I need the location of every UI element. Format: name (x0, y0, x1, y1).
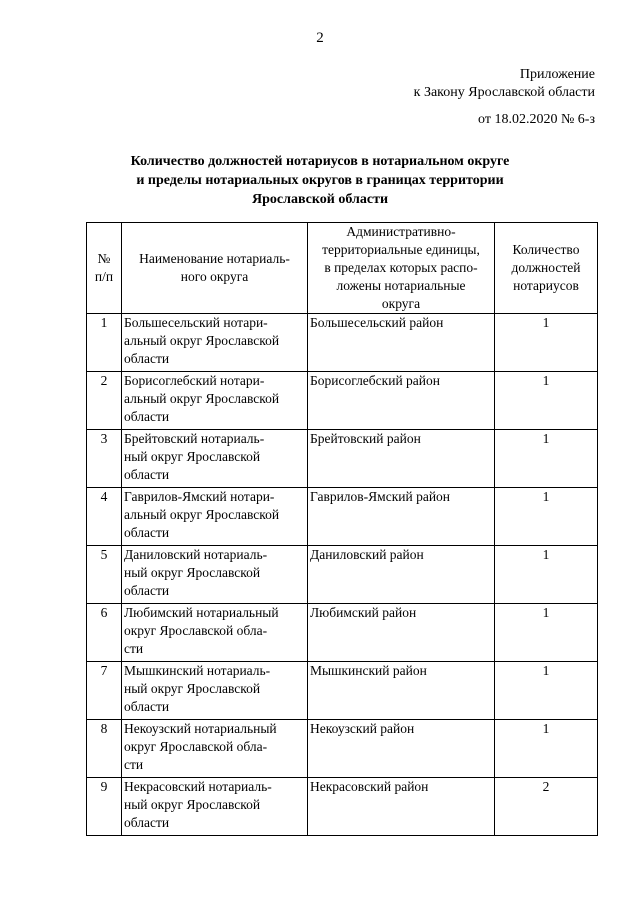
district-name-line: ный округ Ярославской (124, 449, 261, 464)
district-name (122, 314, 308, 372)
notary-count: 1 (495, 430, 598, 488)
header-admin-units: Административно- территориальные единицы, в пределах которых распо- ложены нотариальные округа (308, 223, 495, 314)
admin-unit: Брейтовский район (308, 430, 495, 488)
notary-districts-table (86, 222, 598, 836)
header-district-name: Наименование нотариаль- ного округа (122, 223, 308, 314)
district-name-line: альный округ Ярославской (124, 507, 280, 522)
admin-unit: Борисоглебский район (308, 372, 495, 430)
table-row (87, 604, 598, 662)
table-row (87, 372, 598, 430)
admin-unit: Любимский район (308, 604, 495, 662)
notary-count: 1 (495, 488, 598, 546)
table-row (87, 430, 598, 488)
district-name-line: альный округ Ярославской (124, 391, 280, 406)
row-number: 5 (87, 546, 122, 604)
table-row (87, 488, 598, 546)
appendix-line: к Закону Ярославской области (413, 85, 595, 100)
appendix-reference (414, 66, 595, 129)
notary-count: 1 (495, 546, 598, 604)
row-number: 7 (87, 662, 122, 720)
district-name-line: ный округ Ярославской (124, 565, 261, 580)
notary-count: 1 (495, 662, 598, 720)
district-name-line: альный округ Ярославской (124, 333, 280, 348)
row-number: 9 (87, 778, 122, 836)
table-row (87, 314, 598, 372)
district-name-line: области (124, 525, 170, 540)
admin-unit: Мышкинский район (308, 662, 495, 720)
district-name (122, 720, 308, 778)
district-name-line: сти (124, 641, 144, 656)
district-name-line: ный округ Ярославской (124, 681, 261, 696)
district-name (122, 546, 308, 604)
notary-count: 1 (495, 372, 598, 430)
notary-count: 1 (495, 314, 598, 372)
district-name-line: Мышкинский нотариаль- (124, 663, 271, 678)
district-name-line: Некрасовский нотариаль- (124, 779, 272, 794)
admin-unit: Большесельский район (308, 314, 495, 372)
row-number: 4 (87, 488, 122, 546)
admin-unit: Некоузский район (308, 720, 495, 778)
table-header-row (87, 223, 598, 314)
district-name-line: области (124, 699, 170, 714)
title-line: и пределы нотариальных округов в границах территории (136, 173, 504, 188)
district-name (122, 604, 308, 662)
district-name-line: сти (124, 757, 144, 772)
title-line: Ярославской области (251, 192, 389, 207)
notary-count: 2 (495, 778, 598, 836)
district-name-line: Гаврилов-Ямский нотари- (124, 489, 275, 504)
district-name-line: округ Ярославской обла- (124, 739, 268, 754)
district-name-line: Большесельский нотари- (124, 315, 268, 330)
appendix-line: Приложение (519, 67, 595, 82)
district-name-line: Любимский нотариальный (124, 605, 279, 620)
table-row (87, 720, 598, 778)
district-name (122, 662, 308, 720)
notary-count: 1 (495, 604, 598, 662)
table-body (87, 314, 598, 836)
title-line: Количество должностей нотариусов в нотариальном округе (130, 154, 510, 169)
row-number: 1 (87, 314, 122, 372)
row-number: 6 (87, 604, 122, 662)
page-number: 2 (316, 30, 324, 46)
district-name-line: области (124, 409, 170, 424)
table-row (87, 546, 598, 604)
district-name-line: Некоузский нотариальный (124, 721, 277, 736)
admin-unit: Некрасовский район (308, 778, 495, 836)
header-number: № п/п (87, 223, 122, 314)
table-row (87, 662, 598, 720)
district-name-line: области (124, 583, 170, 598)
row-number: 3 (87, 430, 122, 488)
district-name-line: Даниловский нотариаль- (124, 547, 268, 562)
district-name-line: Брейтовский нотариаль- (124, 431, 265, 446)
table-row (87, 778, 598, 836)
district-name (122, 372, 308, 430)
admin-unit: Даниловский район (308, 546, 495, 604)
district-name-line: округ Ярославской обла- (124, 623, 268, 638)
admin-unit: Гаврилов-Ямский район (308, 488, 495, 546)
document-title (0, 152, 640, 209)
district-name-line: Борисоглебский нотари- (124, 373, 265, 388)
row-number: 8 (87, 720, 122, 778)
district-name-line: ный округ Ярославской (124, 797, 261, 812)
district-name (122, 430, 308, 488)
district-name-line: области (124, 351, 170, 366)
notary-table-container (86, 222, 598, 836)
district-name (122, 488, 308, 546)
district-name (122, 778, 308, 836)
district-name-line: области (124, 467, 170, 482)
notary-count: 1 (495, 720, 598, 778)
header-notary-count: Количество должностей нотариусов (495, 223, 598, 314)
district-name-line: области (124, 815, 170, 830)
appendix-date-line: от 18.02.2020 № 6-з (478, 112, 595, 127)
row-number: 2 (87, 372, 122, 430)
